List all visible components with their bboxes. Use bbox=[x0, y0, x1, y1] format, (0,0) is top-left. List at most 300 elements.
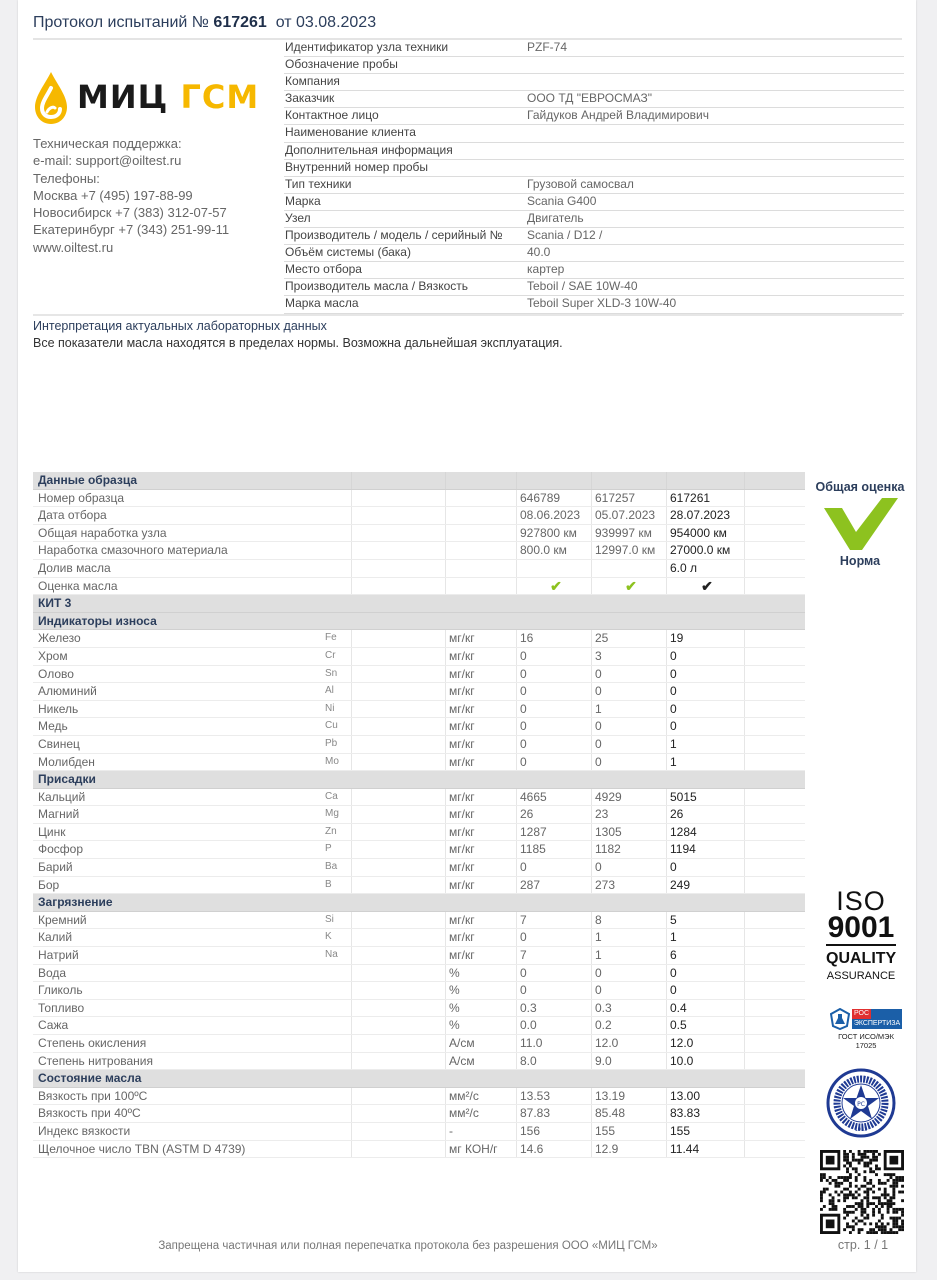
sample-value-2: 4929 bbox=[595, 789, 622, 804]
sample-value-3: 0 bbox=[670, 965, 677, 980]
column-divider bbox=[445, 542, 446, 559]
table-row bbox=[33, 648, 805, 666]
column-divider bbox=[516, 965, 517, 982]
section-title: Присадки bbox=[38, 772, 96, 787]
table-row bbox=[33, 578, 805, 596]
contact-phone-moscow: Москва +7 (495) 197-88-99 bbox=[33, 187, 193, 203]
column-divider bbox=[744, 877, 745, 894]
info-row bbox=[284, 245, 904, 262]
column-divider bbox=[445, 701, 446, 718]
element-symbol: Ni bbox=[325, 702, 335, 714]
iso-9001-badge bbox=[826, 888, 896, 983]
sample-value-2: 85.48 bbox=[595, 1106, 626, 1121]
column-divider bbox=[351, 947, 352, 964]
iso-line-3: QUALITY bbox=[826, 950, 897, 967]
sample-value-3: 1284 bbox=[670, 824, 697, 839]
section-title: Индикаторы износа bbox=[38, 613, 157, 628]
param-name: Щелочное число TBN (ASTM D 4739) bbox=[38, 1141, 246, 1156]
info-label: Узел bbox=[285, 210, 311, 225]
param-unit: мг/кг bbox=[449, 860, 475, 875]
column-divider bbox=[351, 965, 352, 982]
ros-badge-bottom: ЭКСПЕРТИЗА bbox=[853, 1020, 901, 1027]
sample-value-1: 26 bbox=[520, 807, 534, 822]
table-row bbox=[33, 542, 805, 560]
column-divider bbox=[516, 560, 517, 577]
param-unit: мг/кг bbox=[449, 666, 475, 681]
table-row bbox=[33, 929, 805, 947]
info-value: Teboil / SAE 10W-40 bbox=[527, 279, 638, 294]
column-divider bbox=[744, 542, 745, 559]
column-divider bbox=[744, 859, 745, 876]
sample-value-1: 156 bbox=[520, 1123, 541, 1138]
section-header bbox=[33, 894, 805, 912]
column-divider bbox=[744, 789, 745, 806]
column-divider bbox=[516, 666, 517, 683]
column-divider bbox=[744, 490, 745, 507]
sample-value-3: 1 bbox=[670, 930, 677, 945]
contact-website[interactable]: www.oiltest.ru bbox=[33, 239, 114, 255]
param-name: Алюминий bbox=[38, 684, 97, 699]
contact-phone-novosibirsk: Новосибирск +7 (383) 312-07-57 bbox=[33, 205, 227, 221]
section-header bbox=[33, 595, 805, 613]
qr-code-icon bbox=[820, 1150, 904, 1234]
info-value: 40.0 bbox=[527, 245, 551, 260]
param-name: Вязкость при 100ºC bbox=[38, 1088, 148, 1103]
column-divider bbox=[744, 806, 745, 823]
column-divider bbox=[351, 542, 352, 559]
param-unit: % bbox=[449, 1000, 460, 1015]
param-name: Номер образца bbox=[38, 490, 125, 505]
column-divider bbox=[516, 648, 517, 665]
table-row bbox=[33, 1017, 805, 1035]
info-label: Дополнительная информация bbox=[285, 142, 453, 157]
column-divider bbox=[744, 718, 745, 735]
sample-value-2: 05.07.2023 bbox=[595, 508, 656, 523]
column-divider bbox=[351, 666, 352, 683]
column-divider bbox=[516, 912, 517, 929]
sample-value-1: 0 bbox=[520, 983, 527, 998]
param-name: Дата отбора bbox=[38, 508, 107, 523]
column-divider bbox=[445, 736, 446, 753]
column-divider bbox=[351, 1088, 352, 1105]
column-divider bbox=[351, 806, 352, 823]
param-unit bbox=[449, 507, 511, 524]
param-name: Свинец bbox=[38, 736, 80, 751]
report-page bbox=[18, 0, 916, 1272]
oil-ok-check-icon: ✔ bbox=[550, 577, 562, 594]
column-divider bbox=[445, 841, 446, 858]
column-divider bbox=[351, 912, 352, 929]
sample-value-2: 13.19 bbox=[595, 1088, 626, 1103]
param-unit: мг/кг bbox=[449, 789, 475, 804]
oil-ok-check-icon: ✔ bbox=[625, 577, 637, 594]
column-divider bbox=[516, 683, 517, 700]
sample-value-1: 7 bbox=[520, 948, 527, 963]
param-name: Кальций bbox=[38, 789, 86, 804]
column-divider bbox=[744, 666, 745, 683]
element-symbol: Fe bbox=[325, 632, 337, 644]
table-row bbox=[33, 754, 805, 772]
sample-value-3: 249 bbox=[670, 877, 691, 892]
section-header bbox=[33, 613, 805, 631]
element-symbol bbox=[325, 1017, 349, 1034]
info-row bbox=[284, 74, 904, 91]
element-symbol: Ca bbox=[325, 790, 338, 802]
table-row bbox=[33, 824, 805, 842]
info-row bbox=[284, 143, 904, 160]
info-label: Марка масла bbox=[285, 296, 359, 311]
param-unit: мг/кг bbox=[449, 912, 475, 927]
section-header bbox=[33, 472, 805, 490]
title-prefix: Протокол испытаний № bbox=[33, 14, 209, 31]
element-symbol: Al bbox=[325, 685, 334, 697]
sample-value-2: 0.2 bbox=[595, 1018, 612, 1033]
brand-name-accent: ГСМ bbox=[180, 78, 260, 116]
param-name: Бор bbox=[38, 877, 60, 892]
contact-support-label: Техническая поддержка: bbox=[33, 136, 182, 151]
gost-line-2: 17025 bbox=[855, 1041, 877, 1050]
sample-value-1: 1287 bbox=[520, 824, 547, 839]
sample-value-3: 10.0 bbox=[670, 1053, 694, 1068]
sample-value-1: 16 bbox=[520, 631, 534, 646]
element-symbol bbox=[325, 1141, 349, 1158]
element-symbol bbox=[325, 1000, 349, 1017]
sample-value-2: 0 bbox=[595, 736, 602, 751]
sample-value-2: 0 bbox=[595, 719, 602, 734]
param-name: Медь bbox=[38, 719, 68, 734]
table-row bbox=[33, 841, 805, 859]
sample-value-3: 27000.0 км bbox=[670, 543, 731, 558]
sample-value-1: 11.0 bbox=[520, 1036, 543, 1050]
element-symbol bbox=[325, 490, 349, 507]
page-number: стр. 1 / 1 bbox=[837, 1238, 889, 1252]
column-divider bbox=[351, 877, 352, 894]
param-name: Сажа bbox=[38, 1018, 69, 1033]
table-row bbox=[33, 877, 805, 895]
param-unit: мг/кг bbox=[449, 736, 475, 751]
section-title: Загрязнение bbox=[38, 895, 113, 910]
sample-value-2: 0 bbox=[595, 666, 602, 681]
param-unit: А/см bbox=[449, 1036, 475, 1050]
column-divider bbox=[516, 1017, 517, 1034]
column-divider bbox=[516, 718, 517, 735]
column-divider bbox=[516, 824, 517, 841]
sample-value-3: 0.4 bbox=[670, 1000, 687, 1015]
info-label: Внутренний номер пробы bbox=[285, 159, 429, 174]
element-symbol bbox=[325, 1035, 349, 1052]
column-divider bbox=[351, 859, 352, 876]
column-divider bbox=[744, 736, 745, 753]
column-divider bbox=[516, 806, 517, 823]
section-title: Состояние масла bbox=[38, 1071, 142, 1086]
sample-value-3: 0 bbox=[670, 684, 677, 699]
table-row bbox=[33, 666, 805, 684]
sample-value-3: 617261 bbox=[670, 490, 711, 505]
iso-line-2: 9001 bbox=[827, 911, 895, 944]
param-name: Железо bbox=[38, 631, 81, 646]
column-divider bbox=[351, 630, 352, 647]
sample-value-2: 3 bbox=[595, 648, 602, 663]
sample-value-3: 12.0 bbox=[670, 1036, 694, 1050]
sample-value-1: 0 bbox=[520, 754, 527, 769]
param-name: Барий bbox=[38, 860, 73, 875]
info-value: Грузовой самосвал bbox=[527, 176, 634, 191]
column-divider bbox=[445, 912, 446, 929]
element-symbol bbox=[325, 578, 349, 595]
info-label: Идентификатор узла техники bbox=[285, 40, 449, 54]
param-unit: мг/кг bbox=[449, 877, 475, 892]
sample-info-table bbox=[284, 40, 904, 314]
column-divider bbox=[744, 1017, 745, 1034]
sample-value-3: 5015 bbox=[670, 789, 697, 804]
param-name: Вязкость при 40ºC bbox=[38, 1106, 141, 1121]
column-divider bbox=[744, 1141, 745, 1158]
sample-value-2: 23 bbox=[595, 807, 609, 822]
param-unit bbox=[449, 560, 511, 577]
sample-value-1: 0 bbox=[520, 930, 527, 945]
info-label: Компания bbox=[285, 74, 340, 89]
info-label: Заказчик bbox=[285, 91, 335, 106]
column-divider bbox=[445, 1088, 446, 1105]
sample-value-1: 0 bbox=[520, 965, 527, 980]
param-unit bbox=[449, 490, 511, 507]
sample-value-1: 14.6 bbox=[520, 1141, 544, 1156]
table-row bbox=[33, 1123, 805, 1141]
column-divider bbox=[744, 912, 745, 929]
sample-value-3: 1194 bbox=[670, 842, 696, 857]
table-row bbox=[33, 982, 805, 1000]
column-divider bbox=[351, 701, 352, 718]
column-divider bbox=[516, 877, 517, 894]
column-divider bbox=[351, 754, 352, 771]
column-divider bbox=[744, 982, 745, 999]
table-row bbox=[33, 683, 805, 701]
table-row bbox=[33, 1141, 805, 1159]
column-divider bbox=[516, 578, 517, 595]
column-divider bbox=[351, 683, 352, 700]
sample-value-3: 6 bbox=[670, 948, 677, 963]
info-row bbox=[284, 57, 904, 74]
sample-value-1: 0.0 bbox=[520, 1018, 537, 1033]
column-divider bbox=[445, 1105, 446, 1122]
column-divider bbox=[445, 683, 446, 700]
column-divider bbox=[351, 490, 352, 507]
param-unit: мг/кг bbox=[449, 824, 475, 839]
contact-phone-ekaterinburg: Екатеринбург +7 (343) 251-99-11 bbox=[33, 222, 230, 238]
column-divider bbox=[516, 841, 517, 858]
column-divider bbox=[516, 859, 517, 876]
sample-value-3: 1 bbox=[670, 754, 677, 769]
element-symbol: Ba bbox=[325, 861, 338, 873]
contact-phones-label: Телефоны: bbox=[33, 170, 100, 186]
column-divider bbox=[744, 929, 745, 946]
param-name: Фосфор bbox=[38, 842, 84, 857]
column-divider bbox=[445, 754, 446, 771]
contacts-block bbox=[33, 135, 229, 256]
element-symbol bbox=[325, 507, 349, 524]
sample-value-3: 0 bbox=[670, 648, 677, 663]
sample-value-1: 8.0 bbox=[520, 1053, 537, 1068]
page-title bbox=[33, 14, 376, 32]
param-unit: % bbox=[449, 1018, 460, 1033]
section-header bbox=[33, 771, 805, 789]
column-divider bbox=[516, 1123, 517, 1140]
sample-value-2: 1305 bbox=[595, 824, 622, 839]
sample-value-1: 4665 bbox=[520, 789, 547, 804]
info-label: Производитель / модель / серийный № bbox=[285, 228, 503, 243]
column-divider bbox=[516, 736, 517, 753]
column-divider bbox=[516, 1035, 517, 1052]
column-divider bbox=[445, 1141, 446, 1158]
table-row bbox=[33, 1088, 805, 1106]
column-divider bbox=[445, 666, 446, 683]
param-name: Хром bbox=[38, 648, 68, 663]
column-divider bbox=[351, 789, 352, 806]
element-symbol bbox=[325, 982, 349, 999]
param-unit: % bbox=[449, 983, 460, 998]
section-title: КИТ 3 bbox=[38, 596, 72, 611]
column-divider bbox=[516, 1053, 517, 1070]
param-unit: мг/кг bbox=[449, 648, 475, 663]
param-unit: мг/кг bbox=[449, 631, 475, 646]
element-symbol: Cu bbox=[325, 720, 338, 732]
info-value: Teboil Super XLD-3 10W-40 bbox=[527, 296, 677, 311]
sample-value-3: 1 bbox=[670, 736, 677, 751]
sample-value-1: 7 bbox=[520, 912, 527, 927]
column-divider bbox=[351, 525, 352, 542]
column-divider bbox=[516, 472, 517, 489]
column-divider bbox=[744, 965, 745, 982]
column-divider bbox=[516, 507, 517, 524]
column-divider bbox=[744, 472, 745, 489]
column-divider bbox=[744, 824, 745, 841]
column-divider bbox=[744, 578, 745, 595]
column-divider bbox=[351, 1017, 352, 1034]
param-unit: А/см bbox=[449, 1053, 475, 1068]
contact-email[interactable]: e-mail: support@oiltest.ru bbox=[33, 153, 182, 169]
param-name: Магний bbox=[38, 807, 80, 822]
column-divider bbox=[351, 824, 352, 841]
column-divider bbox=[516, 1000, 517, 1017]
sample-value-2: 8 bbox=[595, 912, 602, 927]
sample-value-2: 273 bbox=[595, 877, 616, 892]
column-divider bbox=[591, 472, 592, 489]
table-row bbox=[33, 525, 805, 543]
column-divider bbox=[445, 806, 446, 823]
column-divider bbox=[351, 472, 352, 489]
sample-value-1: 1185 bbox=[520, 842, 546, 857]
sample-value-3: 28.07.2023 bbox=[670, 508, 731, 523]
sample-value-2: 25 bbox=[595, 631, 609, 646]
element-symbol: Pb bbox=[325, 737, 338, 749]
table-row bbox=[33, 965, 805, 983]
info-label: Наименование клиента bbox=[285, 125, 416, 140]
column-divider bbox=[445, 1017, 446, 1034]
info-label: Тип техники bbox=[285, 176, 352, 191]
sample-value-1: 0 bbox=[520, 701, 527, 716]
param-unit: мг/кг bbox=[449, 948, 475, 963]
column-divider bbox=[516, 947, 517, 964]
sample-value-2: 155 bbox=[595, 1123, 616, 1138]
flask-shield-icon bbox=[830, 1008, 850, 1030]
column-divider bbox=[516, 525, 517, 542]
column-divider bbox=[744, 507, 745, 524]
info-row bbox=[284, 279, 904, 296]
brand-name-dark: МИЦ bbox=[77, 78, 169, 116]
table-row bbox=[33, 490, 805, 508]
checkmark-icon bbox=[820, 496, 900, 552]
info-row bbox=[284, 160, 904, 177]
column-divider bbox=[351, 560, 352, 577]
info-row bbox=[284, 40, 904, 57]
param-name: Степень окисления bbox=[38, 1036, 147, 1050]
param-name: Олово bbox=[38, 666, 74, 681]
sample-value-1: 800.0 км bbox=[520, 543, 567, 558]
info-value: PZF-74 bbox=[527, 40, 568, 54]
info-label: Объём системы (бака) bbox=[285, 245, 411, 260]
table-row bbox=[33, 1105, 805, 1123]
column-divider bbox=[744, 1053, 745, 1070]
element-symbol: Na bbox=[325, 949, 338, 961]
param-name: Никель bbox=[38, 701, 79, 716]
column-divider bbox=[351, 841, 352, 858]
sample-value-1: 08.06.2023 bbox=[520, 508, 581, 523]
interpretation-text: Все показатели масла находятся в пределах нормы. Возможна дальнейшая эксплуатация. bbox=[33, 336, 563, 350]
param-name: Вода bbox=[38, 965, 67, 980]
table-row bbox=[33, 947, 805, 965]
sample-value-1: 287 bbox=[520, 877, 541, 892]
column-divider bbox=[445, 1035, 446, 1052]
column-divider bbox=[445, 859, 446, 876]
column-divider bbox=[445, 1123, 446, 1140]
brand-logo bbox=[33, 70, 263, 126]
sample-value-2: 939997 км bbox=[595, 525, 652, 540]
column-divider bbox=[516, 701, 517, 718]
element-symbol: Si bbox=[325, 913, 334, 925]
param-unit: мг КОН/г bbox=[449, 1141, 498, 1156]
param-name: Кремний bbox=[38, 912, 87, 927]
oil-drop-icon bbox=[33, 70, 69, 126]
param-unit: мг/кг bbox=[449, 930, 475, 945]
sample-value-3: 0 bbox=[670, 719, 677, 734]
column-divider bbox=[351, 736, 352, 753]
sample-value-1: 87.83 bbox=[520, 1106, 551, 1121]
param-name: Калий bbox=[38, 930, 73, 945]
sample-value-2: 0.3 bbox=[595, 1000, 612, 1015]
param-unit bbox=[449, 578, 511, 595]
column-divider bbox=[351, 507, 352, 524]
seal-year: 1913 bbox=[854, 1127, 868, 1133]
qr-code[interactable] bbox=[820, 1150, 904, 1238]
column-divider bbox=[445, 718, 446, 735]
protocol-number: 617261 bbox=[213, 14, 267, 31]
ros-badge-top: РОС bbox=[854, 1010, 870, 1017]
sample-value-3: 26 bbox=[670, 807, 684, 822]
element-symbol bbox=[325, 1105, 349, 1122]
iso-line-4: ASSURANCE bbox=[826, 970, 896, 982]
sample-value-2: 0 bbox=[595, 983, 602, 998]
element-symbol: P bbox=[325, 843, 332, 855]
table-row bbox=[33, 718, 805, 736]
sample-value-2 bbox=[595, 560, 667, 577]
sample-value-3: 11.44 bbox=[670, 1141, 700, 1156]
column-divider bbox=[445, 648, 446, 665]
column-divider bbox=[516, 754, 517, 771]
overall-assessment bbox=[808, 480, 912, 568]
column-divider bbox=[744, 701, 745, 718]
column-divider bbox=[445, 824, 446, 841]
sample-value-1: 0.3 bbox=[520, 1000, 537, 1015]
